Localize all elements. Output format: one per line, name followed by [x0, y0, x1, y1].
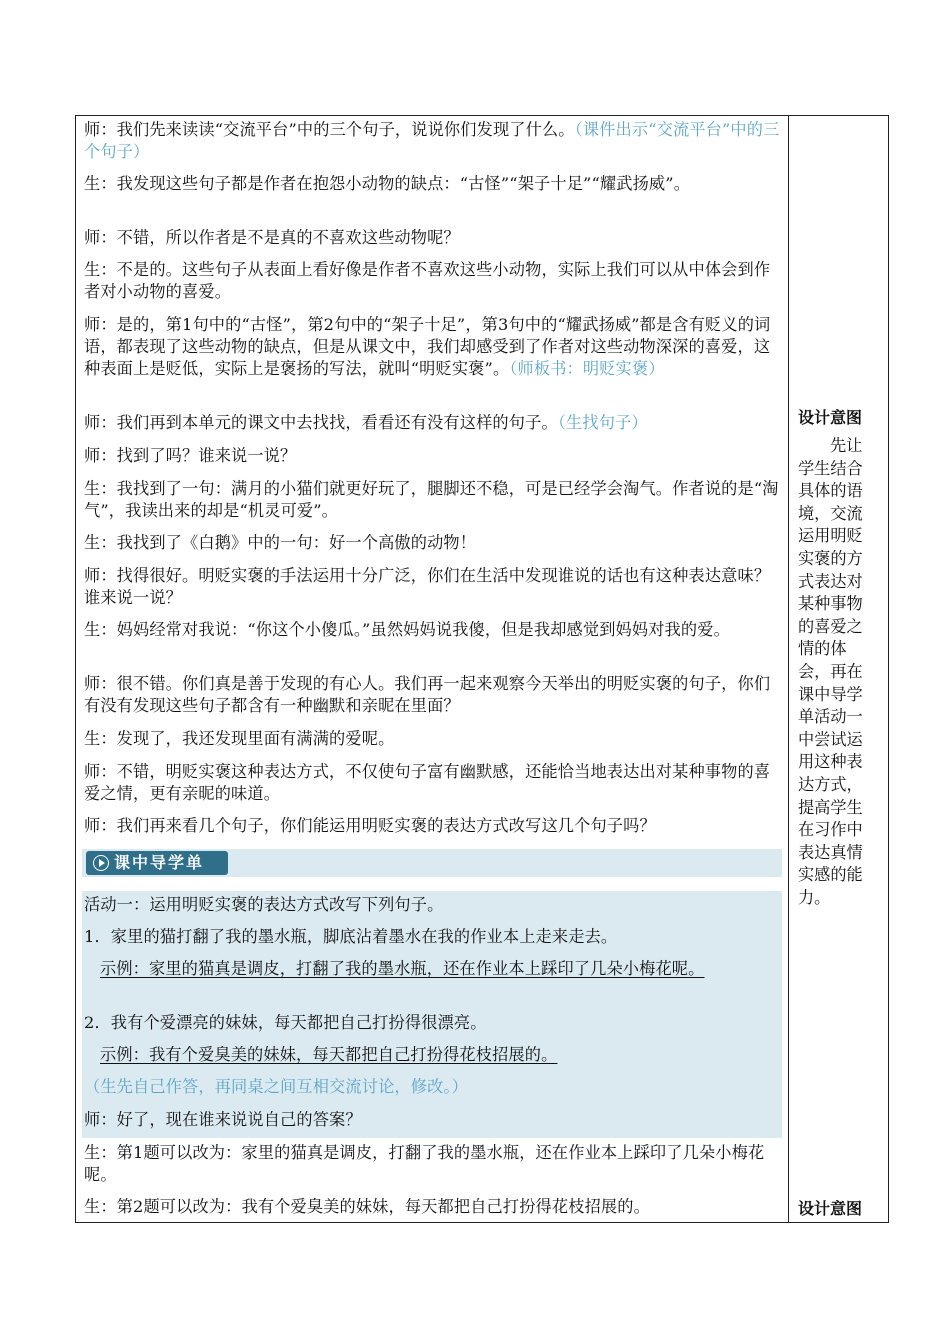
dialogue-line: 师：很不错。你们真是善于发现的有心人。我们再一起来观察今天举出的明贬实褒的句子，你们有没有发现这些句子都含有一种幽默和亲昵在里面？: [84, 674, 771, 715]
dialogue-line: 师：好了，现在谁来说说自己的答案？: [84, 1110, 362, 1129]
dialogue-line: 师：不错，所以作者是不是真的不喜欢这些动物呢？: [84, 228, 460, 247]
dialogue-line: 生：第1题可以改为：家里的猫真是调皮，打翻了我的墨水瓶，还在作业本上踩印了几朵小梅花呢。: [84, 1143, 765, 1184]
dialogue-line: 师：我们再到本单元的课文中去找找，看看还有没有这样的句子。（生找句子）: [84, 413, 648, 432]
dialogue-line: 师：找到了吗？谁来说一说？: [84, 446, 297, 465]
activity-item: 2．我有个爱漂亮的妹妹，每天都把自己打扮得很漂亮。: [84, 1013, 487, 1032]
dialogue-line: 生：发现了，我还发现里面有满满的爱呢。: [84, 729, 395, 748]
activity-title: 活动一：运用明贬实褒的表达方式改写下列句子。: [84, 895, 444, 914]
dialogue-line: 师：我们再来看几个句子，你们能运用明贬实褒的表达方式改写这几个句子吗？: [84, 816, 656, 835]
dialogue-line: 师：是的，第1句中的“古怪”，第2句中的“架子十足”，第3句中的“耀武扬威”都是含有贬义的词语，都表现了这些动物的缺点，但是从课文中，我们却感受到了作者对这些动物深深的喜爱，这种表面上是贬低，实际上是褒扬的写法，就叫“明贬实褒”。（师板书：明贬实褒）: [84, 315, 771, 378]
design-intent-title: 设计意图: [798, 408, 863, 427]
dialogue-line: 生：我找到了《白鹅》中的一句：好一个高傲的动物！: [84, 533, 477, 552]
example-answer: 示例：家里的猫真是调皮，打翻了我的墨水瓶，还在作业本上踩印了几朵小梅花呢。: [100, 959, 705, 978]
dialogue-line: 师：我们先来读读“交流平台”中的三个句子，说说你们发现了什么。（课件出示“交流平台”中的三个句子）: [84, 120, 780, 161]
column-divider: [788, 116, 789, 1222]
activity-note: （生找句子）: [557, 413, 648, 432]
board-note: （师板书：明贬实褒）: [509, 359, 665, 378]
dialogue-line: 生：妈妈经常对我说：“你这个小傻瓜。”虽然妈妈说我傻，但是我却感觉到妈妈对我的爱。: [84, 620, 730, 639]
dialogue-line: 生：不是的。这些句子从表面上看好像是作者不喜欢这些小动物，实际上我们可以从中体会到作者对小动物的喜爱。: [84, 260, 771, 301]
example-answer: 示例：我有个爱臭美的妹妹，每天都把自己打扮得花枝招展的。: [100, 1045, 558, 1064]
lesson-table: [75, 115, 889, 1223]
design-intent-title: 设计意图: [798, 1199, 863, 1218]
dialogue-line: 生：第2题可以改为：我有个爱臭美的妹妹，每天都把自己打扮得花枝招展的。: [84, 1197, 650, 1216]
activity-instruction: （生先自己作答，再同桌之间互相交流讨论，修改。）: [84, 1077, 468, 1096]
play-icon: [93, 855, 109, 871]
dialogue-line: 师：不错，明贬实褒这种表达方式，不仅使句子富有幽默感，还能恰当地表达出对某种事物的喜爱之情，更有亲昵的味道。: [84, 762, 771, 803]
courseware-note: （课件出示“交流平台”中的三个句子）: [84, 120, 780, 161]
design-intent-text: 先让学生结合具体的语境，交流运用明贬实褒的方式表达对某种事物的喜爱之情的体会，再在课中导学单活动一中尝试运用这种表达方式，提高学生在习作中表达真情实感的能力。: [798, 436, 863, 907]
dialogue-line: 师：找得很好。明贬实褒的手法运用十分广泛，你们在生活中发现谁说的话也有这种表达意味？谁来说一说？: [84, 566, 771, 607]
dialogue-line: 生：我找到了一句：满月的小猫们就更好玩了，腿脚还不稳，可是已经学会淘气。作者说的是“淘气”，我读出来的却是“机灵可爱”。: [84, 479, 779, 520]
section-banner: [82, 849, 782, 877]
section-badge: 课中导学单: [86, 851, 228, 875]
activity-item: 1．家里的猫打翻了我的墨水瓶，脚底沾着墨水在我的作业本上走来走去。: [84, 927, 618, 946]
dialogue-line: 生：我发现这些句子都是作者在抱怨小动物的缺点：“古怪”“架子十足”“耀武扬威”。: [84, 174, 691, 193]
